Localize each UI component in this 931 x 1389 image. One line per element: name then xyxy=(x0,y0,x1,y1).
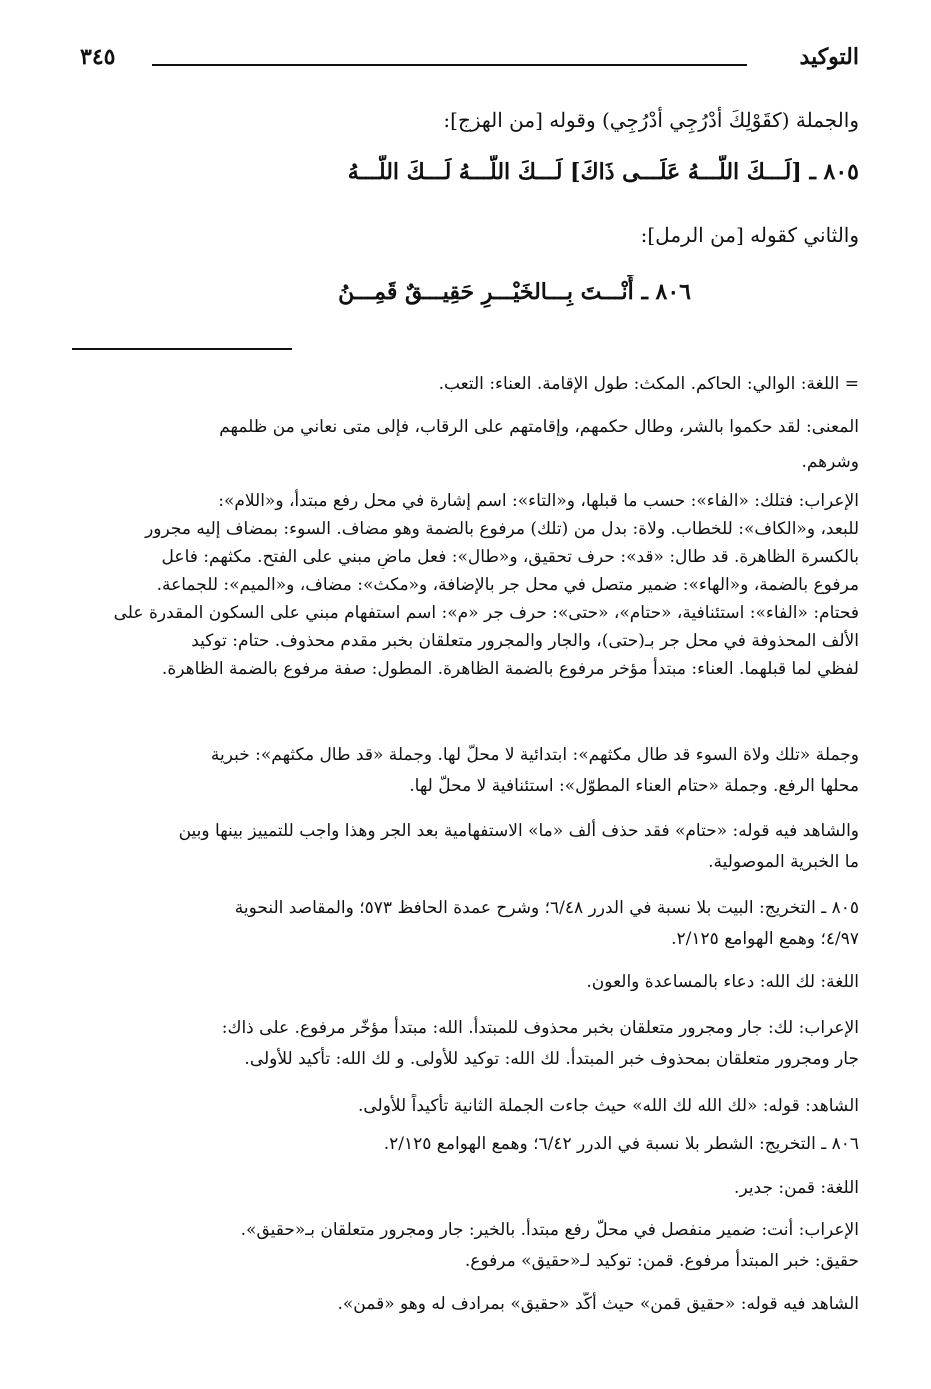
note-line: ٨٠٥ ـ التخريج: البيت بلا نسبة في الدرر ٦/٤٨؛ وشرح عمدة الحافظ ٥٧٣؛ والمقاصد النحوية xyxy=(234,898,859,918)
note-line: الإعراب: أنت: ضمير منفصل في محلّ رفع مبتدأ. بالخير: جار ومجرور متعلقان بـ«حقيق». xyxy=(240,1220,859,1240)
note-line: جار ومجرور متعلقان بمحذوف خبر المبتدأ. لك الله: توكيد للأولى. و لك الله: تأكيد للأولى. xyxy=(244,1049,859,1069)
page-number: ٣٤٥ xyxy=(80,44,116,70)
note-line: اللغة: قمن: جدير. xyxy=(734,1178,859,1198)
note-line: الإعراب: لك: جار ومجرور متعلقان بخبر محذوف للمبتدأ. الله: مبتدأ مؤخّر مرفوع. على ذاك: xyxy=(221,1018,859,1038)
note-line: محلها الرفع. وجملة «حتام العناء المطوّل»: استئنافية لا محلّ لها. xyxy=(409,776,859,796)
note-line: لفظي لما قبلهما. العناء: مبتدأ مؤخر مرفوع بالضمة الظاهرة. المطول: صفة مرفوع بالضمة الظاهرة. xyxy=(161,659,859,679)
note-line: للبعد، و«الكاف»: للخطاب. ولاة: بدل من (تلك) مرفوع بالضمة وهو مضاف. السوء: بمضاف إليه مجرور xyxy=(145,519,859,539)
chapter-title: التوكيد xyxy=(799,44,859,70)
second-intro: والثاني كقوله [من الرمل]: xyxy=(640,223,859,247)
note-line: الشاهد فيه قوله: «حقيق قمن» حيث أكّد «حقيق» بمرادف له وهو «قمن». xyxy=(337,1294,859,1314)
note-line: حقيق: خبر المبتدأ مرفوع. قمن: توكيد لـ«حقيق» مرفوع. xyxy=(464,1251,859,1271)
verse-806: ٨٠٦ ـ أَنْـــتَ بِـــالخَيْـــرِ حَقِيـــقٌ قَمِـــنُ xyxy=(338,279,691,305)
note-line: المعنى: لقد حكموا بالشر، وطال حكمهم، وإقامتهم على الرقاب، فإلى متى نعاني من ظلمهم xyxy=(219,417,859,437)
note-line: ٨٠٦ ـ التخريج: الشطر بلا نسبة في الدرر ٦/٤٢؛ وهمع الهوامع ٢/١٢٥. xyxy=(383,1134,859,1154)
note-line: الإعراب: فتلك: «الفاء»: حسب ما قبلها، و«التاء»: اسم إشارة في محل رفع مبتدأ، و«اللام»: xyxy=(218,491,859,511)
note-line: الألف المحذوفة في محل جر بـ(حتى)، والجار والمجرور متعلقان بخبر مقدم محذوف. حتام: توكيد xyxy=(191,631,859,651)
note-line: وشرهم. xyxy=(801,452,859,472)
footnote-divider xyxy=(72,348,292,350)
note-line: بالكسرة الظاهرة. قد طال: «قد»: حرف تحقيق، و«طال»: فعل ماضٍ مبني على الفتح. مكثهم: فاعل xyxy=(161,547,859,567)
verse-805: ٨٠٥ ـ [لَـــكَ اللّـــهُ عَلَـــى ذَاكَ] لَـــكَ اللّـــهُ لَـــكَ اللّـــهُ xyxy=(347,159,859,185)
note-line: والشاهد فيه قوله: «حتام» فقد حذف ألف «ما» الاستفهامية بعد الجر وهذا واجب للتمييز بينها وبين xyxy=(178,821,859,841)
note-line: الشاهد: قوله: «لك الله لك الله» حيث جاءت الجملة الثانية تأكيداً للأولى. xyxy=(357,1096,859,1116)
note-line: وجملة «تلك ولاة السوء قد طال مكثهم»: ابتدائية لا محلّ لها. وجملة «قد طال مكثهم»: خبرية xyxy=(210,745,859,765)
note-line: = اللغة: الوالي: الحاكم. المكث: طول الإقامة. العناء: التعب. xyxy=(438,374,859,394)
note-line: ما الخبرية الموصولية. xyxy=(708,852,859,872)
note-line: اللغة: لك الله: دعاء بالمساعدة والعون. xyxy=(586,972,859,992)
intro-line: والجملة (كقَوْلِكَ أدْرُجِي أدْرُجِي) وقوله [من الهزج]: xyxy=(443,108,859,132)
note-line: ٤/٩٧؛ وهمع الهوامع ٢/١٢٥. xyxy=(671,929,859,949)
note-line: مرفوع بالضمة، و«الهاء»: ضمير متصل في محل جر بالإضافة، و«مكث»: مضاف، و«الميم»: للجماعة. xyxy=(156,575,859,595)
note-line: فحتام: «الفاء»: استئنافية، «حتام»، «حتى»: حرف جر «م»: اسم استفهام مبني على السكون المقدرة على xyxy=(113,603,859,623)
header-rule xyxy=(152,64,747,66)
page-header xyxy=(80,44,859,84)
